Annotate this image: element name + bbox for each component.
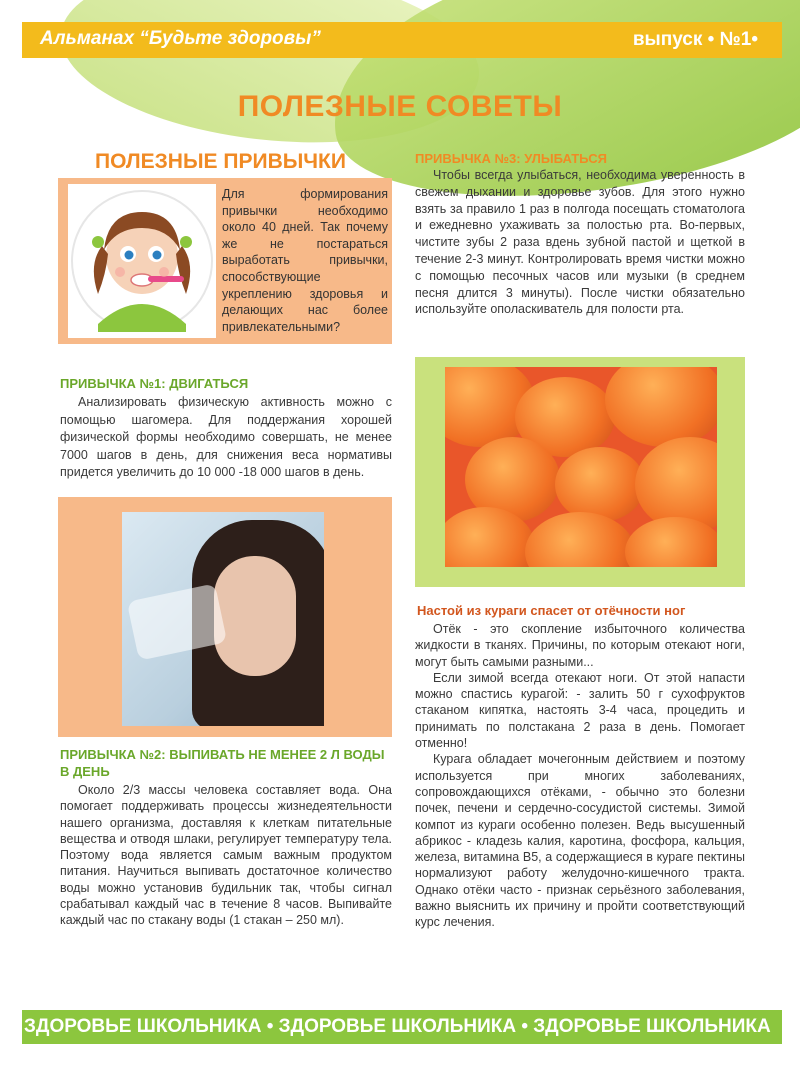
issue-number: выпуск • №1• (632, 29, 758, 50)
habit1-heading: ПРИВЫЧКА №1: ДВИГАТЬСЯ (60, 376, 249, 391)
girl-brushing-teeth-image (68, 184, 216, 338)
apricot-paragraph-3: Курага обладает мочегонным действием и поэтому используется при многих заболеваниях, сопровождающихся отёками, - обычно это болезни почек, печени и сердечно-сосудистой системы. Зимой компот из кураги особенно полезен. Ведь высушенный абрикос - кладезь калия, каротина, фосфора, кальция, железа, витамина B5, а содержащиеся в кураге пектины нормализуют работу желудочно-кишечного тракта. Однако отёки часто - признак серьёзного заболевания, важно выяснить их причину и пройти соответствующий курс лечения. (415, 752, 745, 930)
apricot-paragraph-2: Если зимой всегда отекают ноги. От этой напасти можно спастись курагой: - залить 50 г сухофруктов стаканом кипятка, настоять 3-4 часа, процедить и принимать по полстакана 2 раза в день. Помогает отменно! (415, 670, 745, 751)
footer-text: ЗДОРОВЬЕ ШКОЛЬНИКА • ЗДОРОВЬЕ ШКОЛЬНИКА • ЗДОРОВЬЕ ШКОЛЬНИКА (24, 1016, 771, 1037)
apricot-paragraph-1: Отёк - это скопление избыточного количества жидкости в тканях. Причины, по которым отекают ноги, могут быть самыми разными... (415, 622, 745, 669)
apricot-article (415, 621, 745, 931)
footer-bar (22, 1010, 782, 1044)
habit1-text: Анализировать физическую активность можно с помощью шагомера. Для поддержания хорошей физической формы необходимо совершать, не менее 7000 шагов в день, для снижения веса нормативы придется увеличить до 10 000 -18 000 шагов в день. (60, 395, 392, 479)
woman-drinking-water-image (122, 512, 324, 726)
intro-text: Для формирования привычки необходимо около 40 дней. Так почему же не постараться выработать привычки, способствующие укреплению здоровья и делающих нас более привлекательными? (222, 187, 388, 334)
apricot-heading: Настой из кураги спасет от отёчности ног (417, 603, 686, 618)
dried-apricots-image (445, 367, 717, 567)
section-title: ПОЛЕЗНЫЕ ПРИВЫЧКИ (95, 150, 346, 173)
header-bar (22, 22, 782, 58)
almanac-title: Альманах “Будьте здоровы” (40, 28, 321, 49)
habit3-text: Чтобы всегда улыбаться, необходима уверенность в свежем дыхании и здоровье зубов. Для этого нужно взять за правило 1 раз в полгода посещать стоматолога и ежедневно ухаживать за полостью рта. Во-первых, чистите зубы 2 раза вдень зубной пастой и щеткой в течение 2-3 минут. Контролировать время чистки можно с помощью песочных часов или музыки (в среднем песня длится 3 минуты). После чистки обязательно используйте ополаскиватель для полости рта. (415, 168, 745, 317)
habit2-text: Около 2/3 массы человека составляет вода. Она помогает поддерживать процессы жизнедеятельности нашего организма, доставляя к клеткам питательные вещества и отводя шлаки, регулирует температуру тела. Поэтому вода является самым важным продуктом питания. Научиться выпивать достаточное количество воды можно установив будильник так, чтобы сигнал срабатывал каждый час в течение 8 часов. Выпивайте каждый час по стакану воды (1 стакан – 250 мл). (60, 783, 392, 928)
habit3-heading: ПРИВЫЧКА №3: УЛЫБАТЬСЯ (415, 151, 607, 166)
page-title: ПОЛЕЗНЫЕ СОВЕТЫ (237, 90, 563, 123)
habit2-heading: ПРИВЫЧКА №2: ВЫПИВАТЬ НЕ МЕНЕЕ 2 Л ВОДЫ В ДЕНЬ (60, 747, 385, 779)
